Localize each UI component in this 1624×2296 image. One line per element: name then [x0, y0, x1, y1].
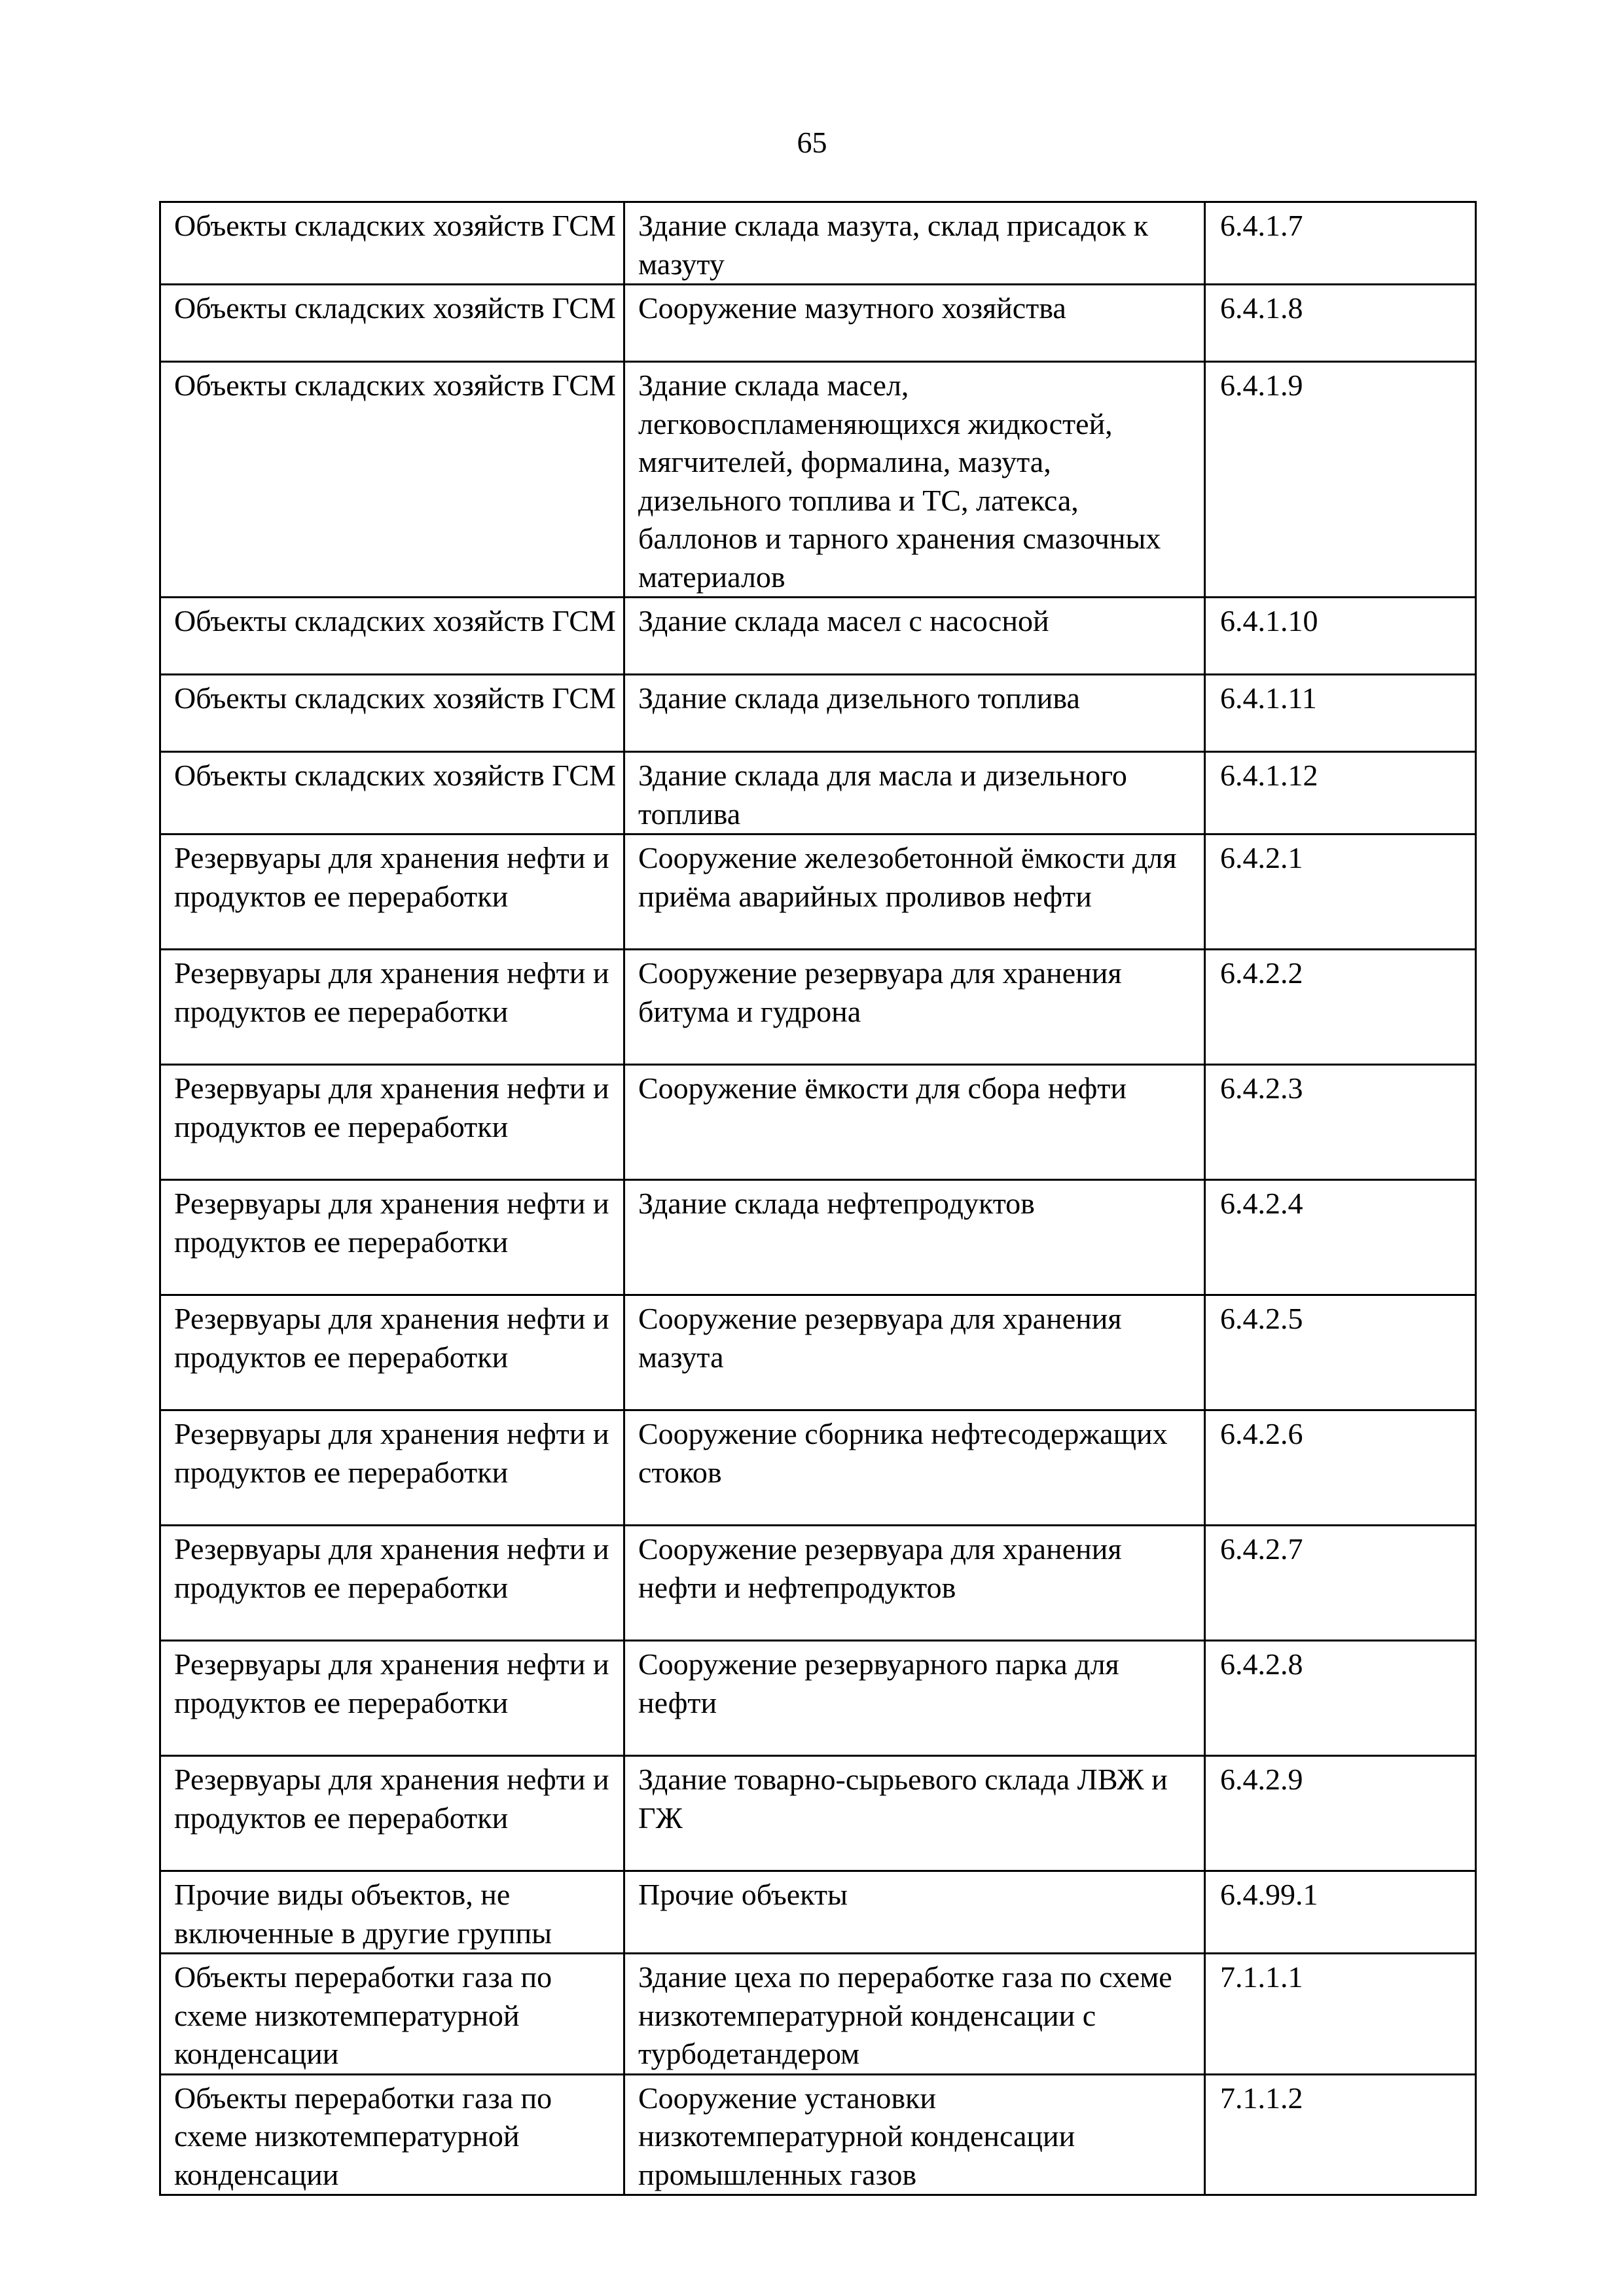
object-group-cell: Объекты складских хозяйств ГСМ	[160, 752, 624, 834]
object-name-cell: Сооружение сборника нефтесодержащих стоков	[624, 1410, 1205, 1526]
table-row	[160, 1871, 1476, 1954]
object-group-cell: Резервуары для хранения нефти и продуктов ее переработки	[160, 1410, 624, 1526]
table-row	[160, 2074, 1476, 2195]
table-row	[160, 675, 1476, 752]
object-group-cell: Объекты переработки газа по схеме низкотемпературной конденсации	[160, 1954, 624, 2075]
object-group-cell: Резервуары для хранения нефти и продуктов ее переработки	[160, 1526, 624, 1641]
object-group-cell: Резервуары для хранения нефти и продуктов ее переработки	[160, 1756, 624, 1871]
object-code-cell: 6.4.1.12	[1205, 752, 1476, 834]
object-code-cell: 6.4.2.5	[1205, 1295, 1476, 1410]
table-row	[160, 1526, 1476, 1641]
object-name-cell: Здание склада масел с насосной	[624, 598, 1205, 675]
table-row	[160, 1641, 1476, 1756]
object-group-cell: Объекты переработки газа по схеме низкотемпературной конденсации	[160, 2074, 624, 2195]
object-name-cell: Сооружение резервуара для хранения нефти и нефтепродуктов	[624, 1526, 1205, 1641]
table-row	[160, 202, 1476, 285]
object-name-cell: Здание склада для масла и дизельного топлива	[624, 752, 1205, 834]
object-group-cell: Объекты складских хозяйств ГСМ	[160, 598, 624, 675]
object-code-cell: 6.4.2.1	[1205, 834, 1476, 950]
object-name-cell: Здание склада масел, легковоспламеняющихся жидкостей, мягчителей, формалина, мазута, дизельного топлива и ТС, латекса, баллонов и тарного хранения смазочных материалов	[624, 362, 1205, 598]
object-name-cell: Здание склада дизельного топлива	[624, 675, 1205, 752]
object-name-cell: Сооружение ёмкости для сбора нефти	[624, 1065, 1205, 1180]
object-code-cell: 6.4.2.6	[1205, 1410, 1476, 1526]
object-name-cell: Сооружение резервуара для хранения мазута	[624, 1295, 1205, 1410]
table-row	[160, 1180, 1476, 1295]
table-row	[160, 1295, 1476, 1410]
object-name-cell: Прочие объекты	[624, 1871, 1205, 1954]
object-code-cell: 7.1.1.1	[1205, 1954, 1476, 2075]
object-name-cell: Здание склада мазута, склад присадок к мазуту	[624, 202, 1205, 285]
page-number: 65	[797, 126, 827, 159]
object-name-cell: Сооружение железобетонной ёмкости для приёма аварийных проливов нефти	[624, 834, 1205, 950]
registry-table	[159, 201, 1477, 2196]
table-row	[160, 1954, 1476, 2075]
object-code-cell: 6.4.1.11	[1205, 675, 1476, 752]
object-group-cell: Резервуары для хранения нефти и продуктов ее переработки	[160, 1180, 624, 1295]
table-row	[160, 362, 1476, 598]
object-group-cell: Объекты складских хозяйств ГСМ	[160, 285, 624, 362]
object-code-cell: 6.4.1.8	[1205, 285, 1476, 362]
registry-table-body	[160, 202, 1476, 2195]
object-code-cell: 6.4.1.7	[1205, 202, 1476, 285]
object-code-cell: 6.4.2.9	[1205, 1756, 1476, 1871]
object-code-cell: 6.4.2.4	[1205, 1180, 1476, 1295]
object-group-cell: Прочие виды объектов, не включенные в другие группы	[160, 1871, 624, 1954]
object-code-cell: 6.4.2.3	[1205, 1065, 1476, 1180]
table-row	[160, 598, 1476, 675]
object-group-cell: Объекты складских хозяйств ГСМ	[160, 362, 624, 598]
table-row	[160, 834, 1476, 950]
object-name-cell: Сооружение резервуара для хранения битума и гудрона	[624, 950, 1205, 1065]
object-code-cell: 6.4.2.8	[1205, 1641, 1476, 1756]
object-group-cell: Резервуары для хранения нефти и продуктов ее переработки	[160, 834, 624, 950]
table-row	[160, 752, 1476, 834]
table-row	[160, 1756, 1476, 1871]
object-group-cell: Резервуары для хранения нефти и продуктов ее переработки	[160, 1065, 624, 1180]
object-code-cell: 6.4.1.10	[1205, 598, 1476, 675]
object-code-cell: 7.1.1.2	[1205, 2074, 1476, 2195]
object-group-cell: Резервуары для хранения нефти и продуктов ее переработки	[160, 1641, 624, 1756]
object-group-cell: Резервуары для хранения нефти и продуктов ее переработки	[160, 1295, 624, 1410]
object-code-cell: 6.4.99.1	[1205, 1871, 1476, 1954]
table-row	[160, 285, 1476, 362]
table-row	[160, 1410, 1476, 1526]
object-code-cell: 6.4.1.9	[1205, 362, 1476, 598]
object-name-cell: Здание цеха по переработке газа по схеме низкотемпературной конденсации с турбодетандером	[624, 1954, 1205, 2075]
object-name-cell: Здание товарно-сырьевого склада ЛВЖ и ГЖ	[624, 1756, 1205, 1871]
object-name-cell: Сооружение установки низкотемпературной конденсации промышленных газов	[624, 2074, 1205, 2195]
object-code-cell: 6.4.2.2	[1205, 950, 1476, 1065]
table-row	[160, 950, 1476, 1065]
object-group-cell: Резервуары для хранения нефти и продуктов ее переработки	[160, 950, 624, 1065]
object-code-cell: 6.4.2.7	[1205, 1526, 1476, 1641]
object-name-cell: Сооружение резервуарного парка для нефти	[624, 1641, 1205, 1756]
object-name-cell: Сооружение мазутного хозяйства	[624, 285, 1205, 362]
table-row	[160, 1065, 1476, 1180]
object-group-cell: Объекты складских хозяйств ГСМ	[160, 675, 624, 752]
object-group-cell: Объекты складских хозяйств ГСМ	[160, 202, 624, 285]
object-name-cell: Здание склада нефтепродуктов	[624, 1180, 1205, 1295]
